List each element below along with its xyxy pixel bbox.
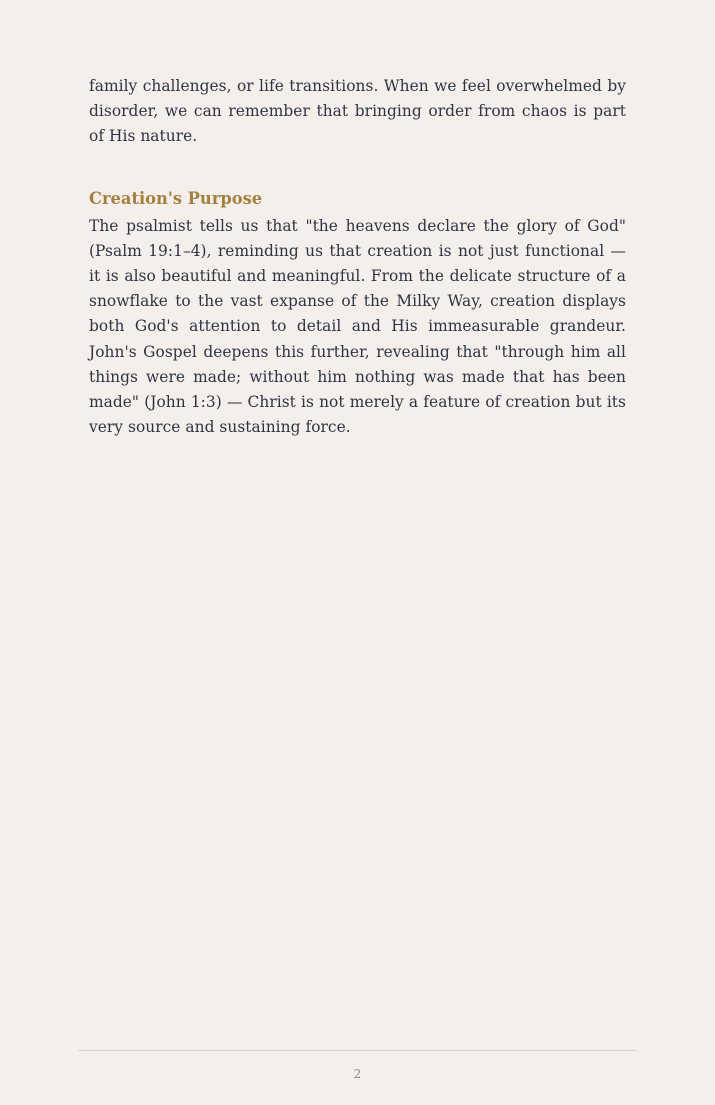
page-content	[89, 74, 626, 440]
section-paragraph: The psalmist tells us that "the heavens declare the glory of God" (Psalm 19:1–4), reminding us that creation is not just functional — it is also beautiful and meaningful. From the delicate structure of a snowflake to the vast expanse of the Milky Way, creation displays both God's attention to detail and His immeasurable grandeur. John's Gospel deepens this further, revealing that "through him all things were made; without him nothing was made that has been made" (John 1:3) — Christ is not merely a feature of creation but its very source and sustaining force.	[89, 216, 626, 437]
creations-purpose-section	[89, 187, 626, 441]
continuation-paragraph: family challenges, or life transitions. When we feel overwhelmed by disorder, we can remember that bringing order from chaos is part of His nature.	[89, 77, 626, 146]
footer-divider	[78, 1050, 637, 1051]
section-heading: Creation's Purpose	[89, 188, 263, 208]
page-number: 2	[353, 1067, 362, 1081]
